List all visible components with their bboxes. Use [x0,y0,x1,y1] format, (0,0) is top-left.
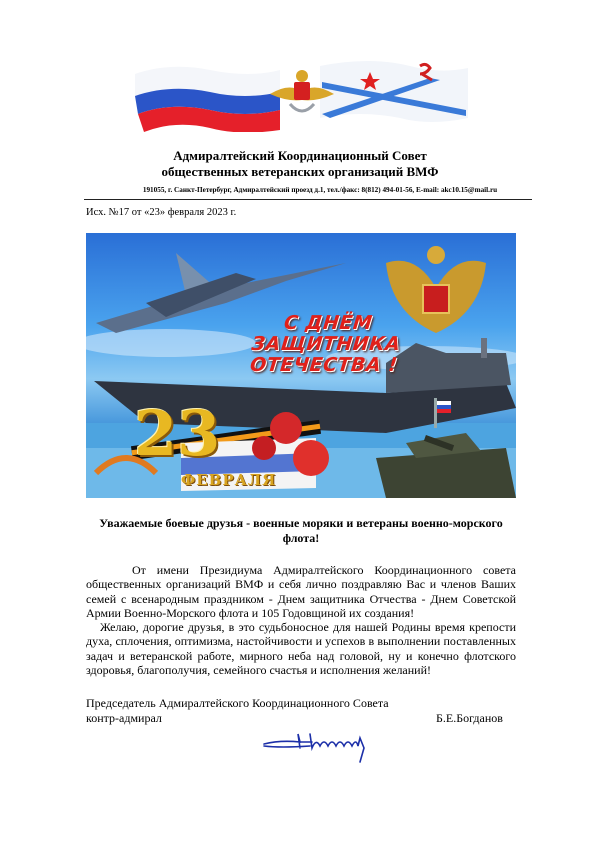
poster-greeting-line2: ЗАЩИТНИКА [250,333,402,355]
outgoing-reference: Исх. №17 от «23» февраля 2023 г. [86,207,237,218]
poster-greeting-text [218,313,435,376]
flags-emblem-icon [130,52,470,132]
handwritten-signature [260,724,380,764]
signature-icon [260,724,380,764]
signatory-position-line1: Председатель Адмиралтейского Координационного Совета [86,696,389,710]
poster-day-number: 23 [134,397,221,470]
header-banner [130,52,470,132]
letter-paragraph-2: Желаю, дорогие друзья, в это судьбоносное для нашей Родины время крепости духа, сплочения, оптимизма, настойчивости и успехов в выполнении поставленных задач и ветеранской работе, мирного неба над головой, ну и конечно флотского здоровья, благополучия, семейного счастья и исполнения желаний! [86,620,516,677]
signatory-name: Б.Е.Богданов [436,711,503,725]
header-divider [84,199,532,200]
signatory-position-line2: контр-адмирал [86,711,162,725]
poster-greeting-line3: ОТЕЧЕСТВА ! [249,354,399,376]
organization-title-line1: Адмиралтейский Координационный Совет [173,148,427,163]
letter-paragraph-1: От имени Президиума Адмиралтейского Координационного совета общественных организаций ВМФ и себя лично поздравляю Вас и членов Ваших семей с всенародным праздником - Днем защитника Отчества - Днем Советской Армии Военно-Морского флота и 105 Годовщиной их создания! [86,563,516,620]
poster-greeting-line1: С ДНЁМ [282,312,374,334]
organization-title-line2: общественных ветеранских организаций ВМФ [161,164,439,179]
poster-month: ФЕВРАЛЯ [181,471,277,489]
address-line: 191055, г. Санкт-Петербург, Адмиралтейский проезд д.1, тел./факс: 8(812) 494-01-56, E-mail: akc10.15@mail.ru [142,186,498,194]
organization-title [0,148,600,180]
letter-salutation: Уважаемые боевые друзья - военные моряки и ветераны военно-морского флота! [99,516,503,545]
greeting-poster-image [86,233,516,498]
